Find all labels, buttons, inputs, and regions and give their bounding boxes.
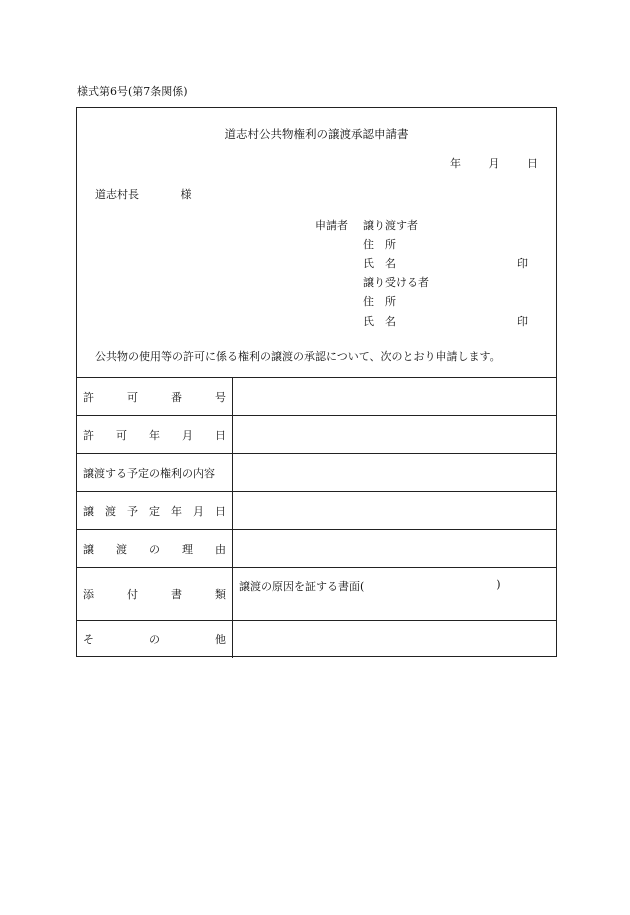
row-label <box>77 378 233 416</box>
label-char: 渡 <box>116 542 127 556</box>
label-char: 年 <box>149 428 160 442</box>
label-distributed <box>83 503 226 519</box>
table-row <box>77 378 556 416</box>
label-char: の <box>149 542 160 556</box>
date-year: 年 <box>450 157 461 170</box>
row-label <box>77 454 233 492</box>
label-distributed <box>83 631 226 647</box>
table-row <box>77 621 556 658</box>
label-char: 書 <box>171 588 182 601</box>
row-label <box>77 416 233 454</box>
row-value-field[interactable] <box>233 454 557 492</box>
label-char: 可 <box>116 428 127 442</box>
row-value-field[interactable] <box>233 492 557 530</box>
row-value-field[interactable] <box>233 416 557 454</box>
label-char: 類 <box>215 588 226 601</box>
label-char: 由 <box>215 542 226 556</box>
form-title: 道志村公共物権利の譲渡承認申請書 <box>224 127 409 141</box>
table-row <box>77 492 556 530</box>
label-char: 定 <box>149 504 160 518</box>
label-char: 渡 <box>105 504 116 518</box>
label-distributed <box>83 541 226 557</box>
transferor-seal: 印 <box>517 257 528 270</box>
attachment-text: 譲渡の原因を証する書面( <box>239 580 365 593</box>
row-label <box>77 492 233 530</box>
label-char: の <box>149 633 160 647</box>
attachment-paren-close: ) <box>496 578 501 591</box>
addressee <box>95 186 192 202</box>
application-form <box>76 107 557 657</box>
label-char: 予 <box>127 504 138 518</box>
label-distributed <box>83 586 226 602</box>
label-char: 年 <box>171 504 182 518</box>
table-row <box>77 454 556 492</box>
date-day: 日 <box>527 157 538 170</box>
label-char: 日 <box>215 428 226 442</box>
form-number: 様式第6号(第7条関係) <box>77 85 188 98</box>
row-value-field[interactable] <box>233 621 557 658</box>
date-month: 月 <box>488 157 500 170</box>
transferee-name-label: 氏 名 <box>363 315 396 328</box>
application-statement: 公共物の使用等の許可に係る権利の譲渡の承認について、次のとおり申請します。 <box>95 350 501 363</box>
label-distributed <box>83 389 226 405</box>
label-distributed <box>83 427 226 443</box>
label-char: 理 <box>182 542 193 556</box>
row-value-field[interactable] <box>233 568 557 621</box>
transferor-label: 譲り渡す者 <box>363 219 418 232</box>
transferee-address-label: 住 所 <box>363 295 396 308</box>
transferee-label: 譲り受ける者 <box>363 276 429 289</box>
application-table <box>77 377 556 658</box>
label-char: 月 <box>193 504 204 518</box>
label-char: 番 <box>171 390 182 404</box>
addressee-name: 道志村長 <box>95 188 139 201</box>
label-char: 許 <box>83 428 94 442</box>
transferor-name-label: 氏 名 <box>363 257 396 270</box>
date-line <box>450 155 538 171</box>
label-char: そ <box>83 633 94 647</box>
label-char: 許 <box>83 390 94 404</box>
row-label <box>77 621 233 658</box>
transferor-address-label: 住 所 <box>363 238 396 251</box>
addressee-honorific: 様 <box>180 188 192 201</box>
row-value-field[interactable] <box>233 378 557 416</box>
attachment-line <box>239 578 550 594</box>
label-char: 添 <box>83 588 94 601</box>
table-row <box>77 530 556 568</box>
label-char: 付 <box>127 588 138 601</box>
label-char: 日 <box>215 504 226 518</box>
row-label <box>77 568 233 621</box>
row-value-field[interactable] <box>233 530 557 568</box>
transferee-seal: 印 <box>517 315 528 328</box>
label-text: 譲渡する予定の権利の内容 <box>83 466 215 480</box>
table-row <box>77 416 556 454</box>
label-char: 他 <box>215 633 226 647</box>
applicant-label: 申請者 <box>315 219 348 232</box>
label-char: 可 <box>127 390 138 404</box>
label-char: 号 <box>215 390 226 404</box>
label-char: 譲 <box>83 504 94 518</box>
label-char: 譲 <box>83 542 94 556</box>
row-label <box>77 530 233 568</box>
table-row <box>77 568 556 621</box>
label-char: 月 <box>182 428 193 442</box>
